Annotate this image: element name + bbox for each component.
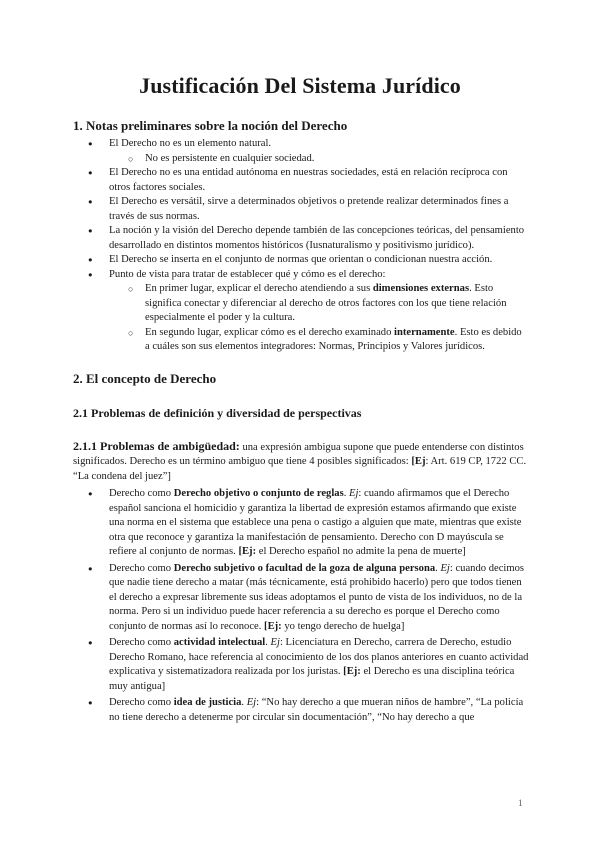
page-number: 1 [518, 798, 523, 808]
meaning-text: . [343, 488, 349, 499]
nested-list [73, 152, 529, 167]
list-item [73, 166, 529, 195]
list-item [73, 562, 529, 635]
emphasis-text: internamente [394, 326, 455, 338]
meaning-text: . [241, 697, 247, 708]
example-bracket: [ [264, 620, 268, 632]
list-item-text: El Derecho se inserta en el conjunto de normas que orientan o condicionan nuestra acción. [109, 254, 493, 265]
example-text: el Derecho español no admite la pena de muerte] [256, 546, 466, 557]
example-text: yo tengo derecho de huelga] [281, 620, 405, 632]
sub-item-text: . Esto significa conectar y diferenciar al derecho de otros factores con los que tiene relación especialmente el poder y la cultura. [145, 283, 507, 323]
paragraph-text: una expresión ambigua supone que puede entenderse con distintos significados. Derecho es un término ambiguo que tiene 4 posibles significados: [73, 441, 524, 467]
example-label: Ej [440, 562, 450, 574]
list-item [73, 195, 529, 224]
example-label: Ej [349, 488, 359, 499]
nested-list [73, 282, 529, 355]
example-label: Ej [270, 637, 280, 648]
meaning-term: actividad intelectual [173, 637, 266, 648]
list-item-text: Punto de vista para tratar de establecer qué y cómo es el derecho: [109, 268, 386, 280]
example-label: Ej [414, 456, 426, 467]
list-item [73, 696, 529, 725]
meaning-term: Derecho subjetivo o facultad de la goza de alguna persona [173, 562, 436, 574]
sub-item-text: En primer lugar, explicar el derecho atendiendo a sus [145, 283, 373, 294]
list-item [73, 224, 529, 253]
meaning-text: . [435, 562, 441, 574]
subsection-heading: 2.1 Problemas de definición y diversidad de perspectivas [73, 405, 362, 420]
meaning-text: : cuando afirmamos que el Derecho español sanciona el homicidio y garantiza la libertad de expresión estamos afirmando que existe una norma en el sistema que establece una pena o castigo a alguien que mate, mientras que existe otra que reconoce y garantiza la manifestación de pensamiento. Derecho con D mayúscula se refiere al conjunto de normas. [109, 488, 522, 557]
meaning-text: : cuando decimos que nadie tiene derecho a matar (más técnicamente, está prohibido hacerlo) pero que todos tienen el derecho a expresar libremente sus ideas adoptamos el punto de vista de los individuos, no de la norma. Pero si un individuo puede hacer referencia a su derecho es porque el Derecho como conjunto de normas así lo reconoce. [109, 562, 524, 632]
list-item-text: El Derecho es versátil, sirve a determinados objetivos o pretende realizar determinados fines a través de sus normas. [109, 196, 509, 222]
example-bracket: [ [411, 456, 415, 467]
meaning-text: . [265, 637, 271, 648]
list-item [73, 487, 529, 560]
meaning-text: Derecho como [109, 637, 174, 648]
list-item [73, 253, 529, 268]
list-item [73, 152, 529, 167]
meanings-list [73, 487, 529, 725]
meaning-text: Derecho como [109, 562, 174, 574]
list-item-text: La noción y la visión del Derecho depende también de las concepciones teóricas, del pensamiento desarrollado en distintos momentos históricos (Iusnaturalismo y positivismo jurídico). [109, 225, 525, 251]
example-text: el Derecho es una disciplina teórica muy antigua] [109, 666, 515, 692]
example-label: Ej: [267, 620, 282, 632]
meaning-text: Derecho como [109, 697, 174, 708]
document-title: Justificación Del Sistema Jurídico [139, 73, 461, 98]
paragraph-lead: 2.1.1 Problemas de ambigüedad: [73, 438, 240, 453]
sub-item-text: En segundo lugar, explicar cómo es el derecho examinado [145, 326, 395, 338]
example-text: : Art. 619 CP, 1722 CC. “La condena del juez”] [73, 456, 527, 482]
meaning-term: idea de justicia [173, 697, 242, 708]
list-item-text: El Derecho no es una entidad autónoma en nuestras sociedades, está en relación recíproca con otros factores sociales. [109, 167, 508, 193]
section-1-list [73, 137, 529, 355]
sub-item-text: . Esto es debido a cuáles son sus elementos integradores: Normas, Principios y Valores jurídicos. [145, 326, 522, 352]
section-heading-2: 2. El concepto de Derecho [73, 370, 217, 386]
example-bracket: [ [343, 666, 347, 677]
list-item [73, 282, 529, 326]
meaning-text: : Licenciatura en Derecho, carrera de Derecho, estudio Derecho Romano, hace referencia al conocimiento de los dos planos anteriores en cuanto actividad explicativa y sistematizadora realizada por los juristas. [109, 637, 529, 677]
example-label: Ej: [346, 666, 361, 677]
section-heading-1: 1. Notas preliminares sobre la noción del Derecho [73, 118, 348, 133]
meaning-term: Derecho objetivo o conjunto de reglas [173, 488, 344, 499]
ambiguity-paragraph [73, 439, 529, 485]
list-item [73, 326, 529, 355]
list-item [73, 137, 529, 166]
example-bracket: [ [238, 546, 242, 557]
list-item [73, 268, 529, 355]
meaning-text: Derecho como [109, 488, 174, 499]
list-item-text: No es persistente en cualquier sociedad. [145, 152, 315, 164]
example-label: Ej: [241, 546, 257, 557]
example-label: Ej [246, 697, 257, 708]
document-body [73, 117, 529, 725]
meaning-text: : “No hay derecho a que mueran niños de hambre”, “La policía no tiene derecho a detenerme por circular sin documentación”, “No hay derecho a que [109, 697, 524, 723]
list-item [73, 636, 529, 694]
emphasis-text: dimensiones externas [372, 283, 470, 294]
list-item-text: El Derecho no es un elemento natural. [109, 138, 272, 149]
